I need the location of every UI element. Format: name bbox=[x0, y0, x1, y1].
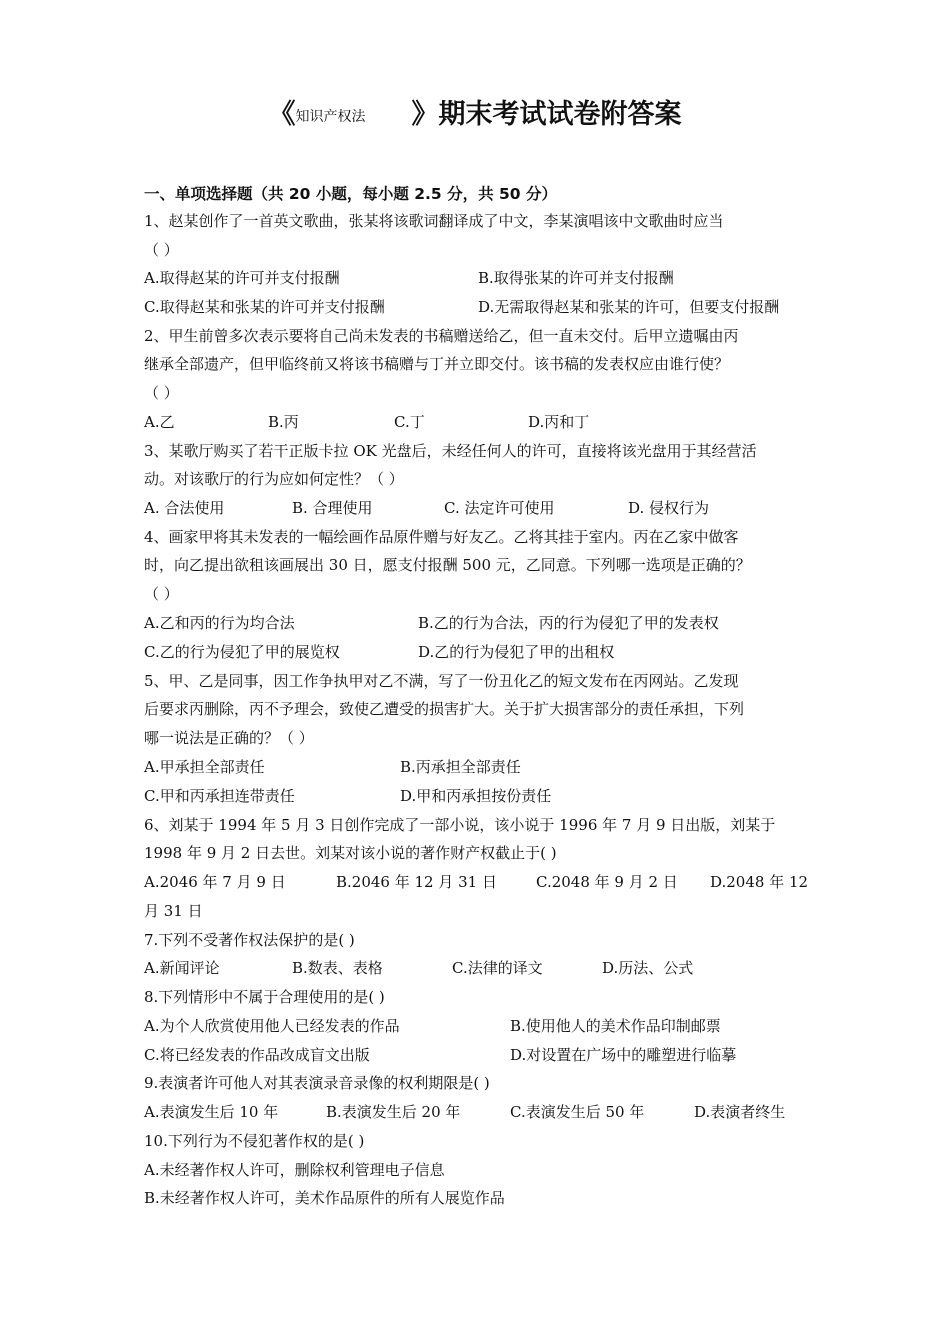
page-title bbox=[0, 92, 950, 131]
q9-line-1: 9.表演者许可他人对其表演录音录像的权利期限是( ) bbox=[144, 1074, 490, 1092]
q1-option-d: D.无需取得赵某和张某的许可，但要支付报酬 bbox=[478, 298, 780, 316]
q2-option-a: A.乙 bbox=[144, 413, 175, 431]
q2-line-2: 继承全部遗产，但甲临终前又将该书稿赠与丁并立即交付。该书稿的发表权应由谁行使？ bbox=[144, 355, 730, 373]
q5-line-3: 哪一说法是正确的？（ ） bbox=[144, 729, 314, 747]
q6-option-a: A.2046 年 7 月 9 日 bbox=[144, 873, 286, 891]
q5-option-a: A.甲承担全部责任 bbox=[144, 758, 265, 776]
q6-option-b: B.2046 年 12 月 31 日 bbox=[336, 873, 497, 891]
title-rest: 》期末考试试卷附答案 bbox=[411, 99, 682, 130]
section-heading: 一、单项选择题（共 20 小题，每小题 2.5 分，共 50 分） bbox=[144, 185, 557, 203]
q1-line-1: 1、赵某创作了一首英文歌曲，张某将该歌词翻译成了中文，李某演唱该中文歌曲时应当 bbox=[144, 212, 724, 230]
q2-option-c: C.丁 bbox=[394, 413, 425, 431]
q9-option-b: B.表演发生后 20 年 bbox=[326, 1103, 461, 1121]
q5-option-b: B.丙承担全部责任 bbox=[400, 758, 521, 776]
q1-option-b: B.取得张某的许可并支付报酬 bbox=[478, 269, 674, 287]
q1-option-c: C.取得赵某和张某的许可并支付报酬 bbox=[144, 298, 385, 316]
q7-option-a: A.新闻评论 bbox=[144, 959, 220, 977]
q2-line-1: 2、甲生前曾多次表示要将自己尚未发表的书稿赠送给乙，但一直未交付。后甲立遗嘱由丙 bbox=[144, 327, 739, 345]
q4-option-d: D.乙的行为侵犯了甲的出租权 bbox=[418, 643, 615, 661]
q8-option-d: D.对设置在广场中的雕塑进行临摹 bbox=[510, 1046, 737, 1064]
q5-line-1: 5、甲、乙是同事，因工作争执甲对乙不满，写了一份丑化乙的短文发布在丙网站。乙发现 bbox=[144, 672, 739, 690]
q10-option-a: A.未经著作权人许可，删除权利管理电子信息 bbox=[144, 1161, 445, 1179]
q1-option-a: A.取得赵某的许可并支付报酬 bbox=[144, 269, 340, 287]
q5-line-2: 后要求丙删除，丙不予理会，致使乙遭受的损害扩大。关于扩大损害部分的责任承担，下列 bbox=[144, 700, 745, 718]
q10-option-b: B.未经著作权人许可，美术作品原件的所有人展览作品 bbox=[144, 1189, 505, 1207]
q8-line-1: 8.下列情形中不属于合理使用的是( ) bbox=[144, 988, 385, 1006]
q6-line-1: 6、刘某于 1994 年 5 月 3 日创作完成了一部小说，该小说于 1996 年 7 月 9 日出版，刘某于 bbox=[144, 816, 776, 834]
q3-line-1: 3、某歌厅购买了若干正版卡拉 OK 光盘后，未经任何人的许可，直接将该光盘用于其经营活 bbox=[144, 442, 757, 460]
q4-line-2: 时，向乙提出欲租该画展出 30 日，愿支付报酬 500 元，乙同意。下列哪一选项是正确的？ bbox=[144, 556, 751, 574]
q4-option-b: B.乙的行为合法，丙的行为侵犯了甲的发表权 bbox=[418, 614, 719, 632]
q8-option-a: A.为个人欣赏使用他人已经发表的作品 bbox=[144, 1017, 400, 1035]
q10-line-1: 10.下列行为不侵犯著作权的是( ) bbox=[144, 1132, 365, 1150]
q3-option-b: B. 合理使用 bbox=[292, 499, 373, 517]
title-subject: 知识产权法 bbox=[295, 109, 366, 125]
q2-option-b: B.丙 bbox=[268, 413, 299, 431]
q3-option-c: C. 法定许可使用 bbox=[444, 499, 555, 517]
q3-line-2: 动。对该歌厅的行为应如何定性？（ ） bbox=[144, 470, 404, 488]
q3-option-a: A. 合法使用 bbox=[144, 499, 225, 517]
q4-line-1: 4、画家甲将其未发表的一幅绘画作品原件赠与好友乙。乙将其挂于室内。丙在乙家中做客 bbox=[144, 528, 739, 546]
q6-line-2: 1998 年 9 月 2 日去世。刘某对该小说的著作财产权截止于( ) bbox=[144, 844, 557, 862]
q4-option-c: C.乙的行为侵犯了甲的展览权 bbox=[144, 643, 340, 661]
q2-line-3: （ ） bbox=[144, 384, 179, 402]
q5-option-d: D.甲和丙承担按份责任 bbox=[400, 787, 552, 805]
q9-option-d: D.表演者终生 bbox=[694, 1103, 786, 1121]
q4-option-a: A.乙和丙的行为均合法 bbox=[144, 614, 295, 632]
q7-line-1: 7.下列不受著作权法保护的是( ) bbox=[144, 931, 355, 949]
q6-option-d: D.2048 年 12 bbox=[710, 873, 809, 891]
q5-option-c: C.甲和丙承担连带责任 bbox=[144, 787, 295, 805]
q4-line-3: （ ） bbox=[144, 585, 179, 603]
q3-option-d: D. 侵权行为 bbox=[628, 499, 710, 517]
q7-option-c: C.法律的译文 bbox=[452, 959, 543, 977]
q2-option-d: D.丙和丁 bbox=[528, 413, 590, 431]
title-open-bracket: 《 bbox=[268, 99, 296, 130]
q7-option-d: D.历法、公式 bbox=[602, 959, 694, 977]
q9-option-c: C.表演发生后 50 年 bbox=[510, 1103, 645, 1121]
q6-option-c: C.2048 年 9 月 2 日 bbox=[536, 873, 678, 891]
q7-option-b: B.数表、表格 bbox=[292, 959, 383, 977]
q1-line-2: （ ） bbox=[144, 241, 179, 259]
q8-option-b: B.使用他人的美术作品印制邮票 bbox=[510, 1017, 721, 1035]
q9-option-a: A.表演发生后 10 年 bbox=[144, 1103, 279, 1121]
q6-option-d-continuation: 月 31 日 bbox=[144, 902, 203, 920]
q8-option-c: C.将已经发表的作品改成盲文出版 bbox=[144, 1046, 370, 1064]
